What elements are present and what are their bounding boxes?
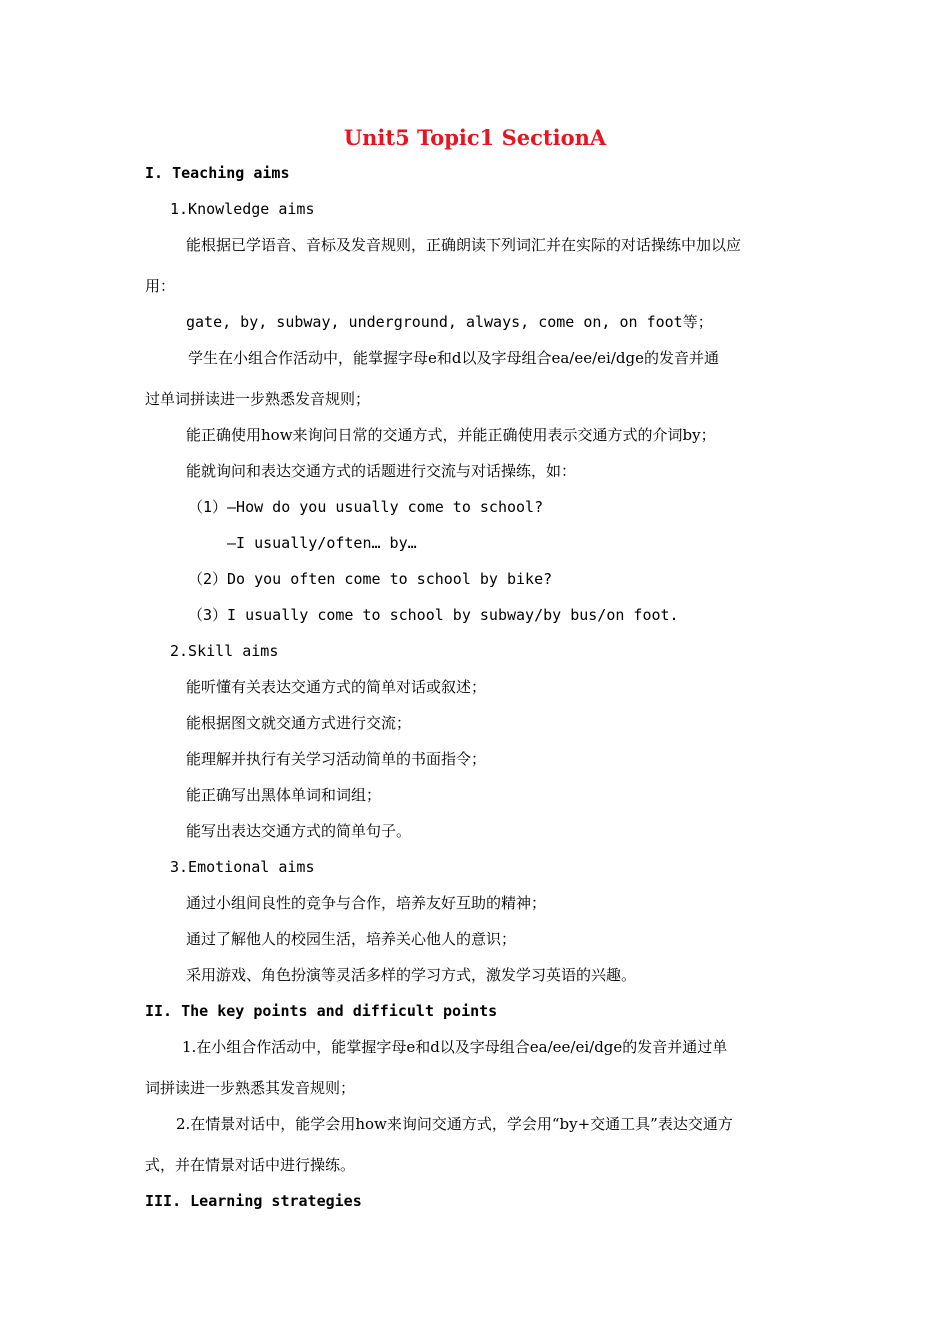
knowledge-paragraph-1-line-1: 能根据已学语音、音标及发音规则，正确朗读下列词汇并在实际的对话操练中加以应 (186, 236, 742, 254)
emotional-item-1: 通过小组间良性的竞争与合作，培养友好互助的精神； (186, 894, 547, 912)
skill-item-1: 能听懂有关表达交通方式的简单对话或叙述； (186, 678, 487, 696)
emotional-item-2: 通过了解他人的校园生活，培养关心他人的意识； (186, 930, 517, 948)
knowledge-paragraph-3: 能正确使用how来询问日常的交通方式，并能正确使用表示交通方式的介词by； (186, 426, 716, 444)
example-dialogue-2: （2）Do you often come to school by bike? (188, 570, 553, 588)
key-point-2-line-1: 2.在情景对话中，能学会用how来询问交通方式，学会用“by+交通工具”表达交通方 (176, 1115, 733, 1133)
skill-item-3: 能理解并执行有关学习活动简单的书面指令； (186, 750, 487, 768)
subheading-emotional-aims: 3.Emotional aims (170, 858, 315, 876)
document-title: Unit5 Topic1 SectionA (343, 125, 607, 150)
example-dialogue-1-question: （1）—How do you usually come to school? (188, 498, 544, 516)
knowledge-vocabulary-list: gate, by, subway, underground, always, come on, on foot等； (186, 313, 713, 331)
knowledge-paragraph-2-line-2: 过单词拼读进一步熟悉发音规则； (145, 390, 371, 408)
skill-item-4: 能正确写出黑体单词和词组； (186, 786, 382, 804)
section-heading-learning-strategies: III. Learning strategies (145, 1192, 362, 1210)
knowledge-paragraph-1-line-2: 用： (145, 277, 176, 295)
example-dialogue-1-answer: —I usually/often… by… (227, 534, 417, 552)
knowledge-paragraph-2-line-1: 学生在小组合作活动中，能掌握字母e和d以及字母组合ea/ee/ei/dge的发音并通 (188, 349, 719, 367)
section-heading-key-points: II. The key points and difficult points (145, 1002, 498, 1020)
emotional-item-3: 采用游戏、角色扮演等灵活多样的学习方式，激发学习英语的兴趣。 (186, 966, 637, 984)
key-point-2-line-2: 式，并在情景对话中进行操练。 (145, 1156, 356, 1174)
subheading-skill-aims: 2.Skill aims (170, 642, 279, 660)
skill-item-5: 能写出表达交通方式的简单句子。 (186, 822, 412, 840)
knowledge-paragraph-4: 能就询问和表达交通方式的话题进行交流与对话操练，如： (186, 462, 577, 480)
skill-item-2: 能根据图文就交通方式进行交流； (186, 714, 412, 732)
key-point-1-line-1: 1.在小组合作活动中，能掌握字母e和d以及字母组合ea/ee/ei/dge的发音并通过单 (182, 1038, 728, 1056)
subheading-knowledge-aims: 1.Knowledge aims (170, 200, 315, 218)
example-dialogue-3: （3）I usually come to school by subway/by bus/on foot. (188, 606, 679, 624)
section-heading-teaching-aims: I. Teaching aims (145, 164, 290, 182)
key-point-1-line-2: 词拼读进一步熟悉其发音规则； (145, 1079, 356, 1097)
